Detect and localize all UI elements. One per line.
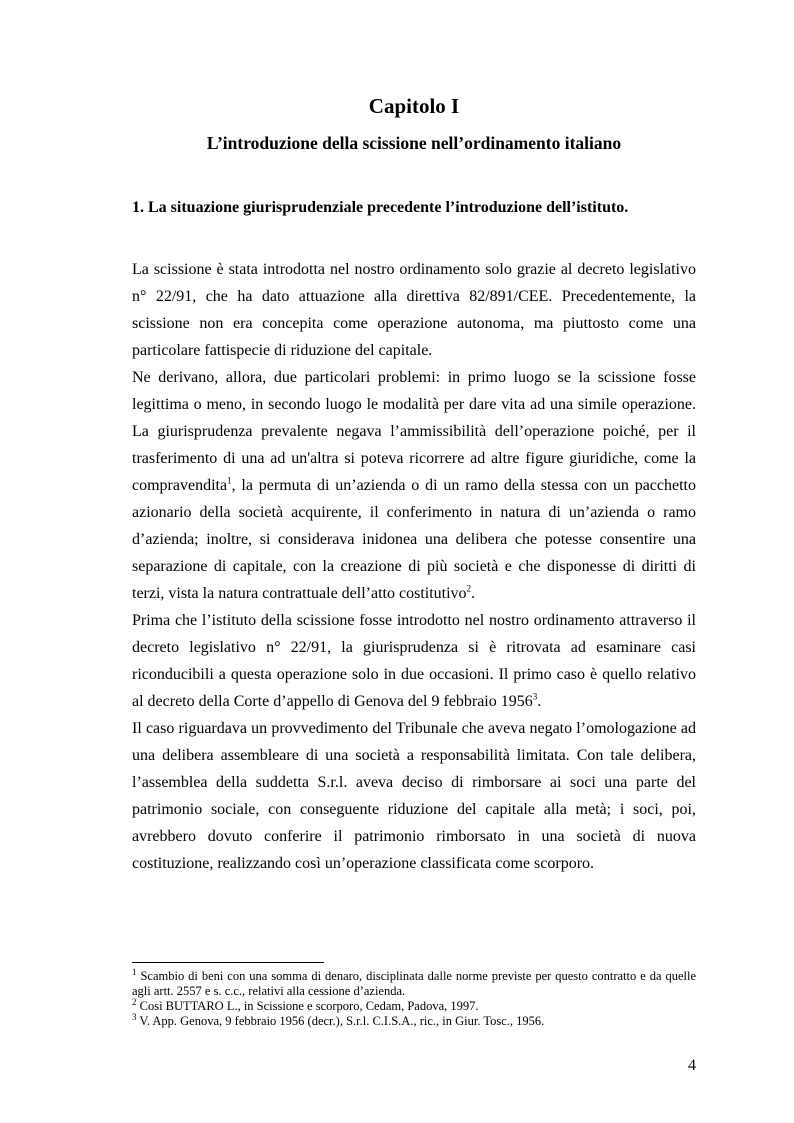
paragraph-2-text-a: Ne derivano, allora, due particolari problemi: in primo luogo se la scissione fosse legittima o meno, in secondo luogo le modalità per dare vita ad una simile operazione. La giurisprudenza prevalente negava l’ammissibilità dell’operazione poiché, per il trasferimento di una ad un'altra si poteva ricorrere ad altre figure giuridiche, come la compravendita: [132, 369, 696, 494]
paragraph-3: [132, 607, 696, 715]
paragraph-1: La scissione è stata introdotta nel nostro ordinamento solo grazie al decreto legislativo n° 22/91, che ha dato attuazione alla direttiva 82/891/CEE. Precedentemente, la scissione non era concepita come operazione autonoma, ma piuttosto come una particolare fattispecie di riduzione del capitale.: [132, 261, 696, 359]
paragraph-2: [132, 364, 696, 607]
page-number: 4: [688, 1057, 696, 1074]
footnote-1: [132, 966, 696, 999]
footnote-2-text: Così BUTTARO L., in Scissione e scorporo, Cedam, Padova, 1997.: [136, 999, 479, 1013]
footnote-ref-2[interactable]: 2: [466, 583, 472, 594]
footnote-separator: [132, 962, 324, 963]
footnote-2: [132, 996, 696, 1014]
paragraph-4: Il caso riguardava un provvedimento del Tribunale che aveva negato l’omologazione ad una delibera assembleare di una società a responsabilità limitata. Con tale delibera, l’assemblea della suddetta S.r.l. aveva deciso di rimborsare ai soci una parte del patrimonio sociale, con conseguente riduzione del capitale alla metà; i soci, poi, avrebbero dovuto conferire il patrimonio rimborsato in una società di nuova costituzione, realizzando così un’operazione classificata come scorporo.: [132, 720, 696, 872]
paragraph-3-text-a: Prima che l’istituto della scissione fosse introdotto nel nostro ordinamento attraverso il decreto legislativo n° 22/91, la giurisprudenza si è ritrovata ad esaminare casi riconducibili a questa operazione solo in due occasioni. Il primo caso è quello relativo al decreto della Corte d’appello di Genova del 9 febbraio 1956: [132, 612, 696, 710]
footnote-marker-1: 1: [132, 966, 137, 977]
footnote-3-text: V. App. Genova, 9 febbraio 1956 (decr.), S.r.l. C.I.S.A., ric., in Giur. Tosc., 1956.: [136, 1014, 545, 1028]
footnote-1-text: Scambio di beni con una somma di denaro, disciplinata dalle norme previste per questo contratto e da quelle agli artt. 2557 e s. c.c., relativi alla cessione d’azienda.: [132, 969, 696, 998]
paragraph-2-text-c: .: [471, 585, 476, 602]
paragraph-3-text-b: .: [537, 693, 542, 710]
footnote-marker-3: 3: [132, 1011, 137, 1022]
paragraph-2-text-b: , la permuta di un’azienda o di un ramo della stessa con un pacchetto azionario della società acquirente, il conferimento in natura di un’azienda o ramo d’azienda; inoltre, si considerava inidonea una delibera che potesse consentire una separazione di capitale, con la creazione di più società e che disponesse di diritti di terzi, vista la natura contrattuale dell’atto costitutivo: [132, 477, 696, 602]
footnote-marker-2: 2: [132, 996, 137, 1007]
footnotes: [132, 966, 696, 1029]
chapter-subtitle: L’introduzione della scissione nell’ordinamento italiano: [206, 133, 622, 153]
section-heading: 1. La situazione giurisprudenziale precedente l’introduzione dell’istituto.: [132, 199, 629, 216]
footnote-3: [132, 1011, 696, 1029]
chapter-title: Capitolo I: [368, 94, 460, 118]
footnote-ref-1[interactable]: 1: [227, 475, 232, 486]
body-text: [132, 256, 696, 877]
footnote-ref-3[interactable]: 3: [532, 691, 538, 702]
